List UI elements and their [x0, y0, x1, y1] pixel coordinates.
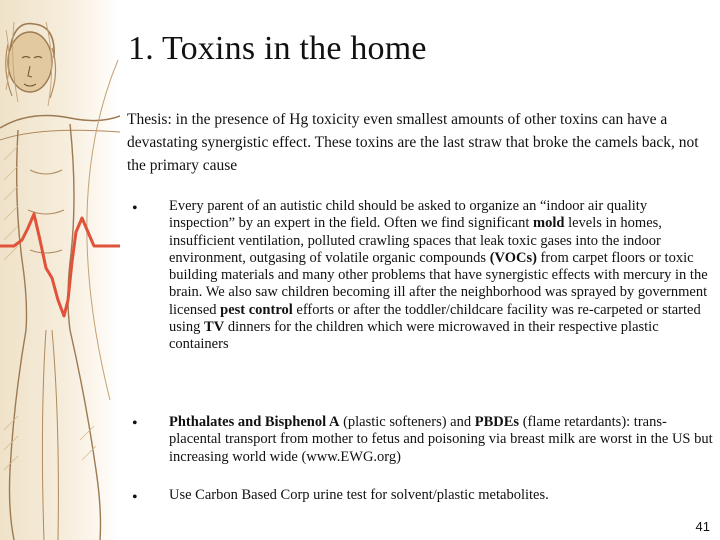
bullet-1: •	[132, 200, 138, 217]
list-item-phthalates	[169, 414, 714, 466]
emphasis-text: mold	[533, 215, 565, 232]
item-text: efforts or after the toddler/childcare facility was re-carpeted or started using	[169, 301, 701, 336]
bullet-3: •	[132, 489, 138, 506]
item-text: (flame retardants): trans-placental transport from mother to fetus and poisoning via breast milk are worst in the US but increasing world wide (www.EWG.org)	[169, 414, 713, 465]
vitruvian-figure-illustration	[0, 0, 120, 540]
item-text: Use Carbon Based Corp urine test for solvent/plastic metabolites.	[169, 487, 549, 503]
item-text: levels in homes, insufficient ventilation, polluted crawling spaces that leak toxic gases into the indoor environment, outgasing of volatile organic compounds	[169, 215, 662, 266]
list-item-urine-test	[169, 487, 714, 504]
page-title: 1. Toxins in the home	[128, 30, 427, 67]
heartbeat-line-icon	[0, 214, 120, 316]
item-text: (plastic softeners) and	[339, 414, 475, 430]
item-text: dinners for the children which were microwaved in their respective plastic containers	[169, 319, 659, 353]
emphasis-text: TV	[204, 319, 225, 336]
item-text: Every parent of an autistic child should be asked to organize an “indoor air quality inspection” by an expert in the field. Often we find significant	[169, 198, 648, 232]
emphasis-text: pest control	[220, 301, 293, 318]
emphasis-text: Phthalates and Bisphenol A	[169, 414, 340, 430]
page-number: 41	[695, 519, 710, 534]
emphasis-text: PBDEs	[474, 414, 520, 430]
vitruvian-figure-icon	[0, 0, 120, 540]
item-text: from carpet floors or toxic building materials and many other problems that have synergistic effects with mercury in the brain. We also saw children becoming ill after the neighborhood was sprayed by government licensed	[169, 249, 708, 318]
list-item-indoor-air	[169, 198, 714, 354]
emphasis-text: (VOCs)	[489, 249, 537, 266]
thesis-text: Thesis: in the presence of Hg toxicity even smallest amounts of other toxins can have a devastating synergistic effect. These toxins are the last straw that broke the camels back, not the primary cause	[127, 111, 699, 174]
bullet-2: •	[132, 415, 138, 432]
